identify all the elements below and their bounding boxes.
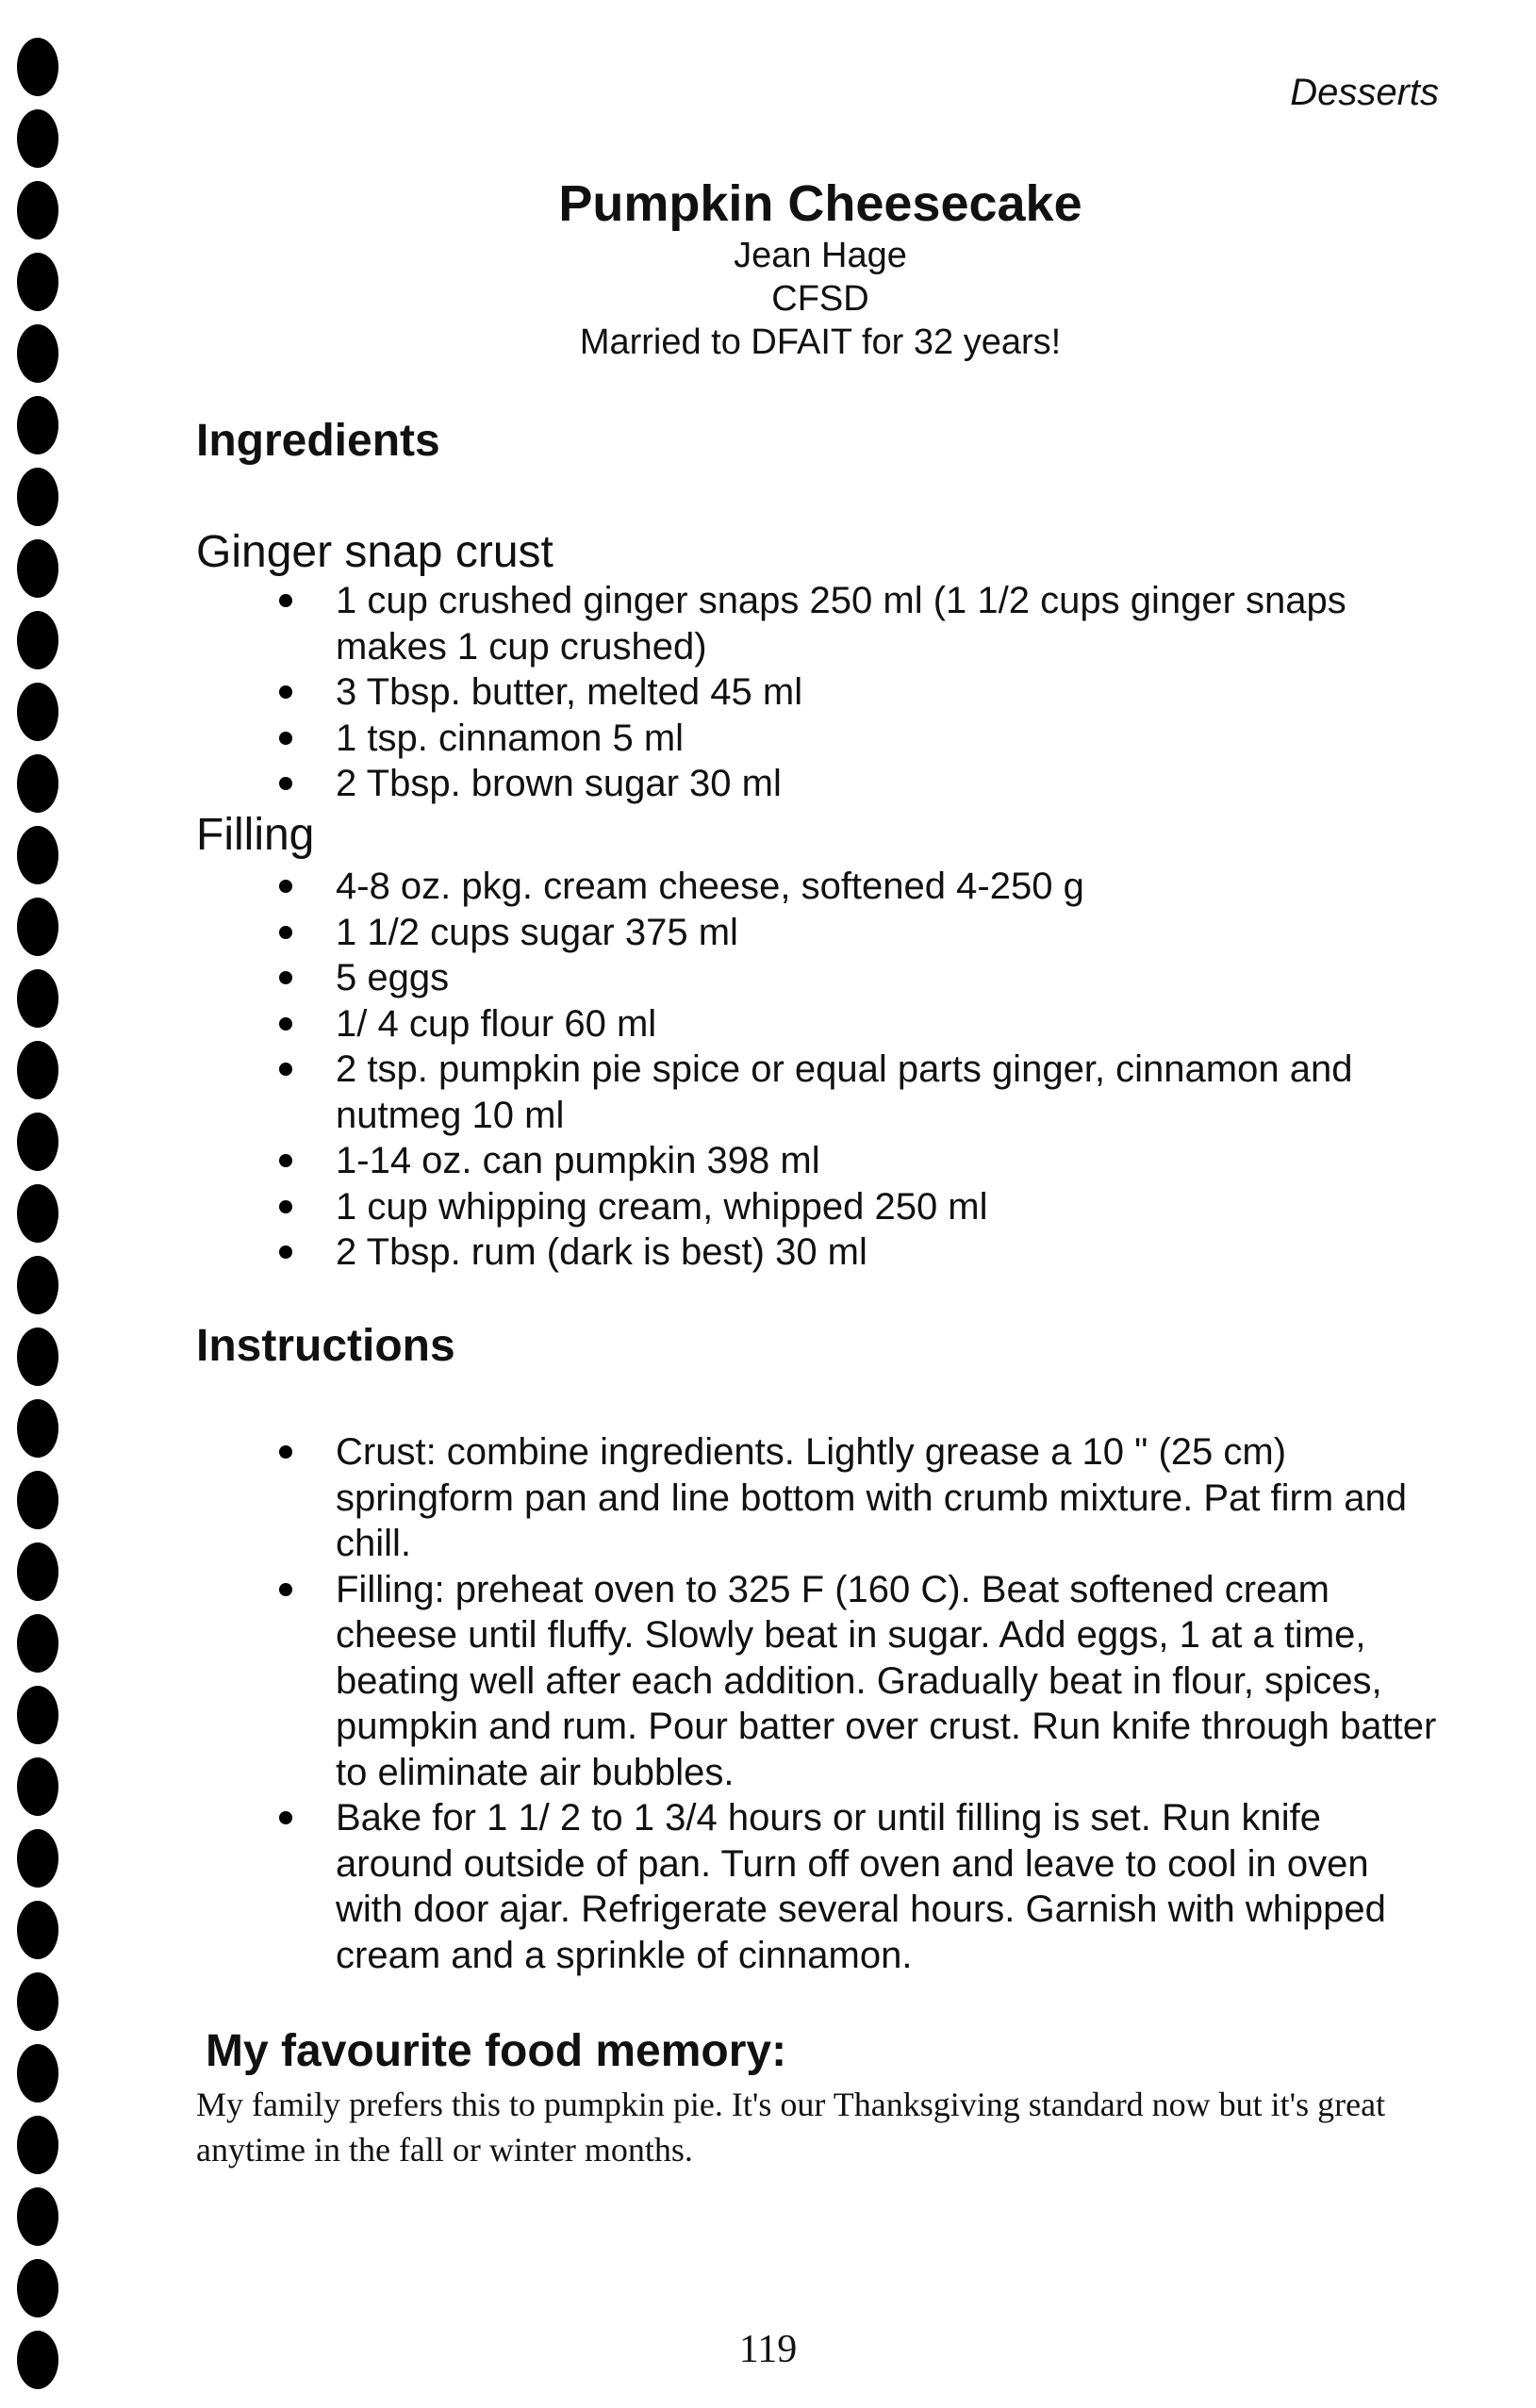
- ingredient-text: 1 tsp. cinnamon 5 ml: [336, 717, 685, 759]
- bullet-icon: [279, 732, 292, 745]
- binding-hole: [17, 109, 58, 168]
- ingredient-text: 2 Tbsp. brown sugar 30 ml: [336, 763, 782, 804]
- ingredient-text: 1-14 oz. can pumpkin 398 ml: [336, 1140, 820, 1181]
- list-item: [273, 1567, 1443, 1796]
- filling-ingredient-list: [273, 864, 1443, 1276]
- binding-hole: [17, 2044, 58, 2103]
- recipe-title: Pumpkin Cheesecake: [558, 175, 1082, 232]
- list-item: [273, 669, 1443, 716]
- binding-hole: [17, 1901, 58, 1959]
- memory-heading: My favourite food memory:: [206, 2026, 787, 2076]
- list-item: [273, 1795, 1443, 1978]
- ingredients-heading: Ingredients: [196, 416, 440, 466]
- list-item: [273, 910, 1443, 956]
- binding-hole: [17, 2259, 58, 2317]
- binding-hole: [17, 539, 58, 598]
- bullet-icon: [279, 926, 292, 939]
- ingredient-text: 1/ 4 cup flour 60 ml: [336, 1002, 657, 1045]
- binding-hole: [17, 898, 58, 956]
- binding-hole: [17, 1256, 58, 1314]
- binding-hole: [17, 1829, 58, 1888]
- memory-text: My family prefers this to pumpkin pie. It's our Thanksgiving standard now but it's great anytime in the fall or winter months.: [196, 2086, 1386, 2169]
- binding-hole: [17, 1614, 58, 1673]
- binding-hole: [17, 754, 58, 813]
- instruction-step-list: [273, 1429, 1443, 1978]
- filling-heading: Filling: [196, 810, 315, 860]
- list-item: [273, 761, 1443, 807]
- instruction-text: Filling: preheat oven to 325 F (160 C). Beat softened cream cheese until fluffy. Slowly beat in sugar. Add eggs, 1 at a time, beating well after each addition. Gradually beat in flour, spices, pumpkin and rum. Pour batter over crust. Run knife through batter to eliminate air bubbles.: [336, 1568, 1437, 1793]
- recipe-note: Married to DFAIT for 32 years!: [579, 322, 1062, 362]
- bullet-icon: [279, 880, 292, 893]
- binding-hole: [17, 324, 58, 383]
- binding-hole: [17, 969, 58, 1028]
- binding-hole: [17, 1041, 58, 1099]
- binding-holes: [17, 38, 62, 2385]
- binding-hole: [17, 2116, 58, 2174]
- bullet-icon: [279, 1445, 292, 1459]
- list-item: [273, 1229, 1443, 1276]
- binding-hole: [17, 253, 58, 311]
- binding-hole: [17, 181, 58, 239]
- bullet-icon: [279, 1583, 292, 1596]
- ingredient-text: 1 1/2 cups sugar 375 ml: [336, 911, 738, 953]
- binding-hole: [17, 1972, 58, 2031]
- list-item: [273, 1047, 1443, 1138]
- binding-hole: [17, 1184, 58, 1243]
- page-number: 119: [738, 2328, 798, 2371]
- bullet-icon: [279, 1063, 292, 1076]
- binding-hole: [17, 1328, 58, 1386]
- ingredient-text: 2 Tbsp. rum (dark is best) 30 ml: [336, 1231, 867, 1273]
- bullet-icon: [279, 594, 292, 607]
- ingredient-text: 1 cup whipping cream, whipped 250 ml: [336, 1185, 988, 1228]
- ingredient-text: 1 cup crushed ginger snaps 250 ml (1 1/2 cups ginger snaps makes 1 cup crushed): [336, 580, 1346, 668]
- binding-hole: [17, 468, 58, 526]
- binding-hole: [17, 38, 58, 96]
- list-item: [273, 1138, 1443, 1184]
- bullet-icon: [279, 971, 292, 984]
- instruction-text: Bake for 1 1/ 2 to 1 3/4 hours or until filling is set. Run knife around outside of pan. Turn off oven and leave to cool in oven with door ajar. Refrigerate several hours. Garnish with whipped cream and a sprinkle of cinnamon.: [336, 1797, 1386, 1976]
- list-item: [273, 578, 1443, 669]
- crust-ingredient-list: [273, 578, 1443, 807]
- binding-hole: [17, 1757, 58, 1816]
- ingredient-text: 4-8 oz. pkg. cream cheese, softened 4-250 g: [336, 866, 1084, 907]
- bullet-icon: [279, 1811, 292, 1824]
- binding-hole: [17, 1113, 58, 1171]
- ingredient-text: 2 tsp. pumpkin pie spice or equal parts ginger, cinnamon and nutmeg 10 ml: [336, 1048, 1353, 1136]
- binding-hole: [17, 396, 58, 454]
- instruction-text: Crust: combine ingredients. Lightly grease a 10 " (25 cm) springform pan and line bottom with crumb mixture. Pat firm and chill.: [336, 1431, 1408, 1564]
- bullet-icon: [279, 1200, 292, 1213]
- binding-hole: [17, 611, 58, 669]
- instructions-heading: Instructions: [196, 1321, 455, 1371]
- recipe-header: [415, 173, 1226, 364]
- list-item: [273, 1001, 1443, 1047]
- bullet-icon: [279, 1017, 292, 1031]
- list-item: [273, 864, 1443, 910]
- bullet-icon: [279, 1245, 292, 1259]
- binding-hole: [17, 1399, 58, 1458]
- recipe-organization: CFSD: [771, 279, 869, 319]
- list-item: [273, 1429, 1443, 1567]
- binding-hole: [17, 826, 58, 884]
- binding-hole: [17, 1686, 58, 1744]
- crust-heading: Ginger snap crust: [196, 527, 553, 577]
- bullet-icon: [279, 1154, 292, 1167]
- list-item: [273, 716, 1443, 762]
- binding-hole: [17, 1542, 58, 1601]
- binding-hole: [17, 683, 58, 741]
- binding-hole: [17, 2187, 58, 2246]
- ingredient-text: 5 eggs: [336, 957, 450, 998]
- list-item: [273, 955, 1443, 1001]
- bullet-icon: [279, 777, 292, 790]
- ingredient-text: 3 Tbsp. butter, melted 45 ml: [336, 671, 803, 713]
- recipe-author: Jean Hage: [734, 236, 907, 275]
- binding-hole: [17, 1471, 58, 1529]
- bullet-icon: [279, 685, 292, 699]
- section-label: Desserts: [1290, 72, 1439, 113]
- list-item: [273, 1184, 1443, 1230]
